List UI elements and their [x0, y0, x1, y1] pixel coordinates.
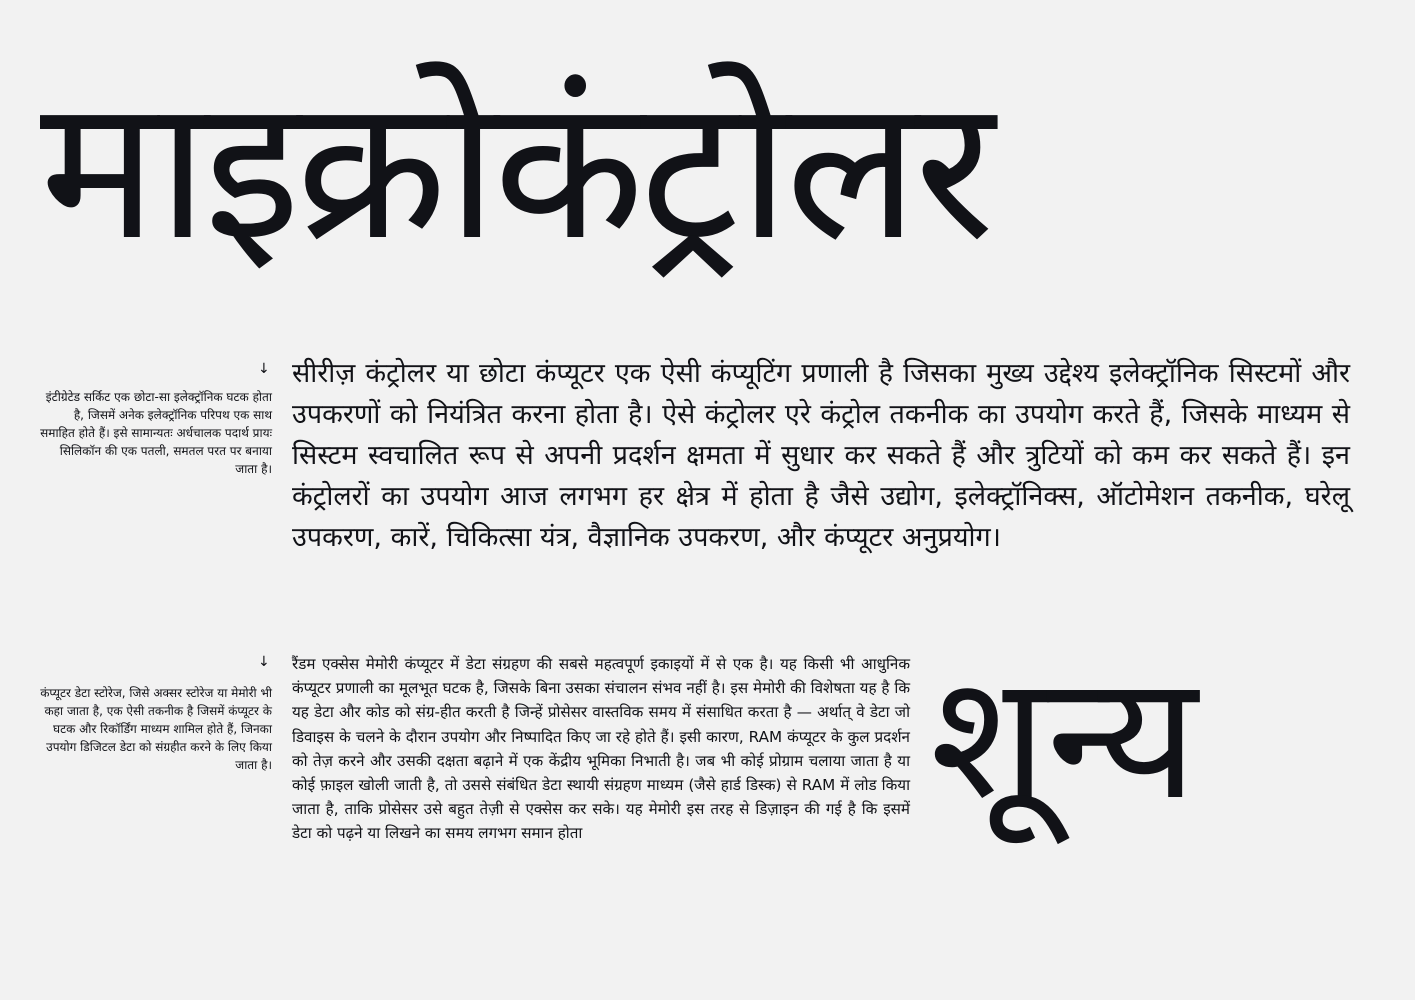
- arrow-down-icon: ↓: [258, 654, 270, 670]
- headline: माइक्रोकंट्रोलर: [40, 56, 991, 284]
- body-paragraph-ram: रैंडम एक्सेस मेमोरी कंप्यूटर में डेटा संग्रहण की सबसे महत्वपूर्ण इकाइयों में से एक है। यह किसी भी आधुनिक कंप्यूटर प्रणाली का मूलभूत घटक है, जिसके बिना उसका संचालन संभव नहीं है। इस मेमोरी की विशेषता यह है कि यह डेटा और कोड को संग्र-हीत करती है जिन्हें प्रोसेसर वास्तविक समय में संसाधित करता है — अर्थात् वे डेटा जो डिवाइस के चलने के दौरान उपयोग और निष्पादित किए जा रहे होते हैं। इसी कारण, RAM कंप्यूटर के कुल प्रदर्शन को तेज़ करने और उसकी दक्षता बढ़ाने में एक केंद्रीय भूमिका निभाती है। जब भी कोई प्रोग्राम चलाया जाता है या कोई फ़ाइल खोली जाती है, तो उससे संबंधित डेटा स्थायी संग्रहण माध्यम (जैसे हार्ड डिस्क) से RAM में लोड किया जाता है, ताकि प्रोसेसर उसे बहुत तेज़ी से एक्सेस कर सके। यह मेमोरी इस तरह से डिज़ाइन की गई है कि इसमें डेटा को पढ़ने या लिखने का समय लगभग समान होता: [292, 655, 910, 843]
- lead-paragraph: सीरीज़ कंट्रोलर या छोटा कंप्यूटर एक ऐसी कंप्यूटिंग प्रणाली है जिसका मुख्य उद्देश्य इलेक्ट्रॉनिक सिस्टमों और उपकरणों को नियंत्रित करना होता है। ऐसे कंट्रोलर एरे कंट्रोल तकनीक का उपयोग करते हैं, जिसके माध्यम से सिस्टम स्वचालित रूप से अपनी प्रदर्शन क्षमता में सुधार कर सकते हैं और त्रुटियों को कम कर सकते हैं। इन कंट्रोलरों का उपयोग आज लगभग हर क्षेत्र में होता है जैसे उद्योग, इलेक्ट्रॉनिक्स, ऑटोमेशन तकनीक, घरेलू उपकरण, कारें, चिकित्सा यंत्र, वैज्ञानिक उपकरण, और कंप्यूटर अनुप्रयोग।: [292, 358, 1350, 553]
- arrow-down-icon: ↓: [258, 361, 270, 377]
- side-note-integrated-circuit: इंटीग्रेटेड सर्किट एक छोटा-सा इलेक्ट्रॉनिक घटक होता है, जिसमें अनेक इलेक्ट्रॉनिक परिपथ एक साथ समाहित होते हैं। इसे सामान्यतः अर्धचालक पदार्थ प्रायः सिलिकॉन की एक पतली, समतल परत पर बनाया जाता है।: [40, 390, 272, 476]
- feature-word: शून्य: [930, 637, 1198, 838]
- side-note-data-storage: कंप्यूटर डेटा स्टोरेज, जिसे अक्सर स्टोरेज या मेमोरी भी कहा जाता है, एक ऐसी तकनीक है जिसमें कंप्यूटर के घटक और रिकॉर्डिंग माध्यम शामिल होते हैं, जिनका उपयोग डिजिटल डेटा को संग्रहीत करने के लिए किया जाता है।: [40, 686, 272, 772]
